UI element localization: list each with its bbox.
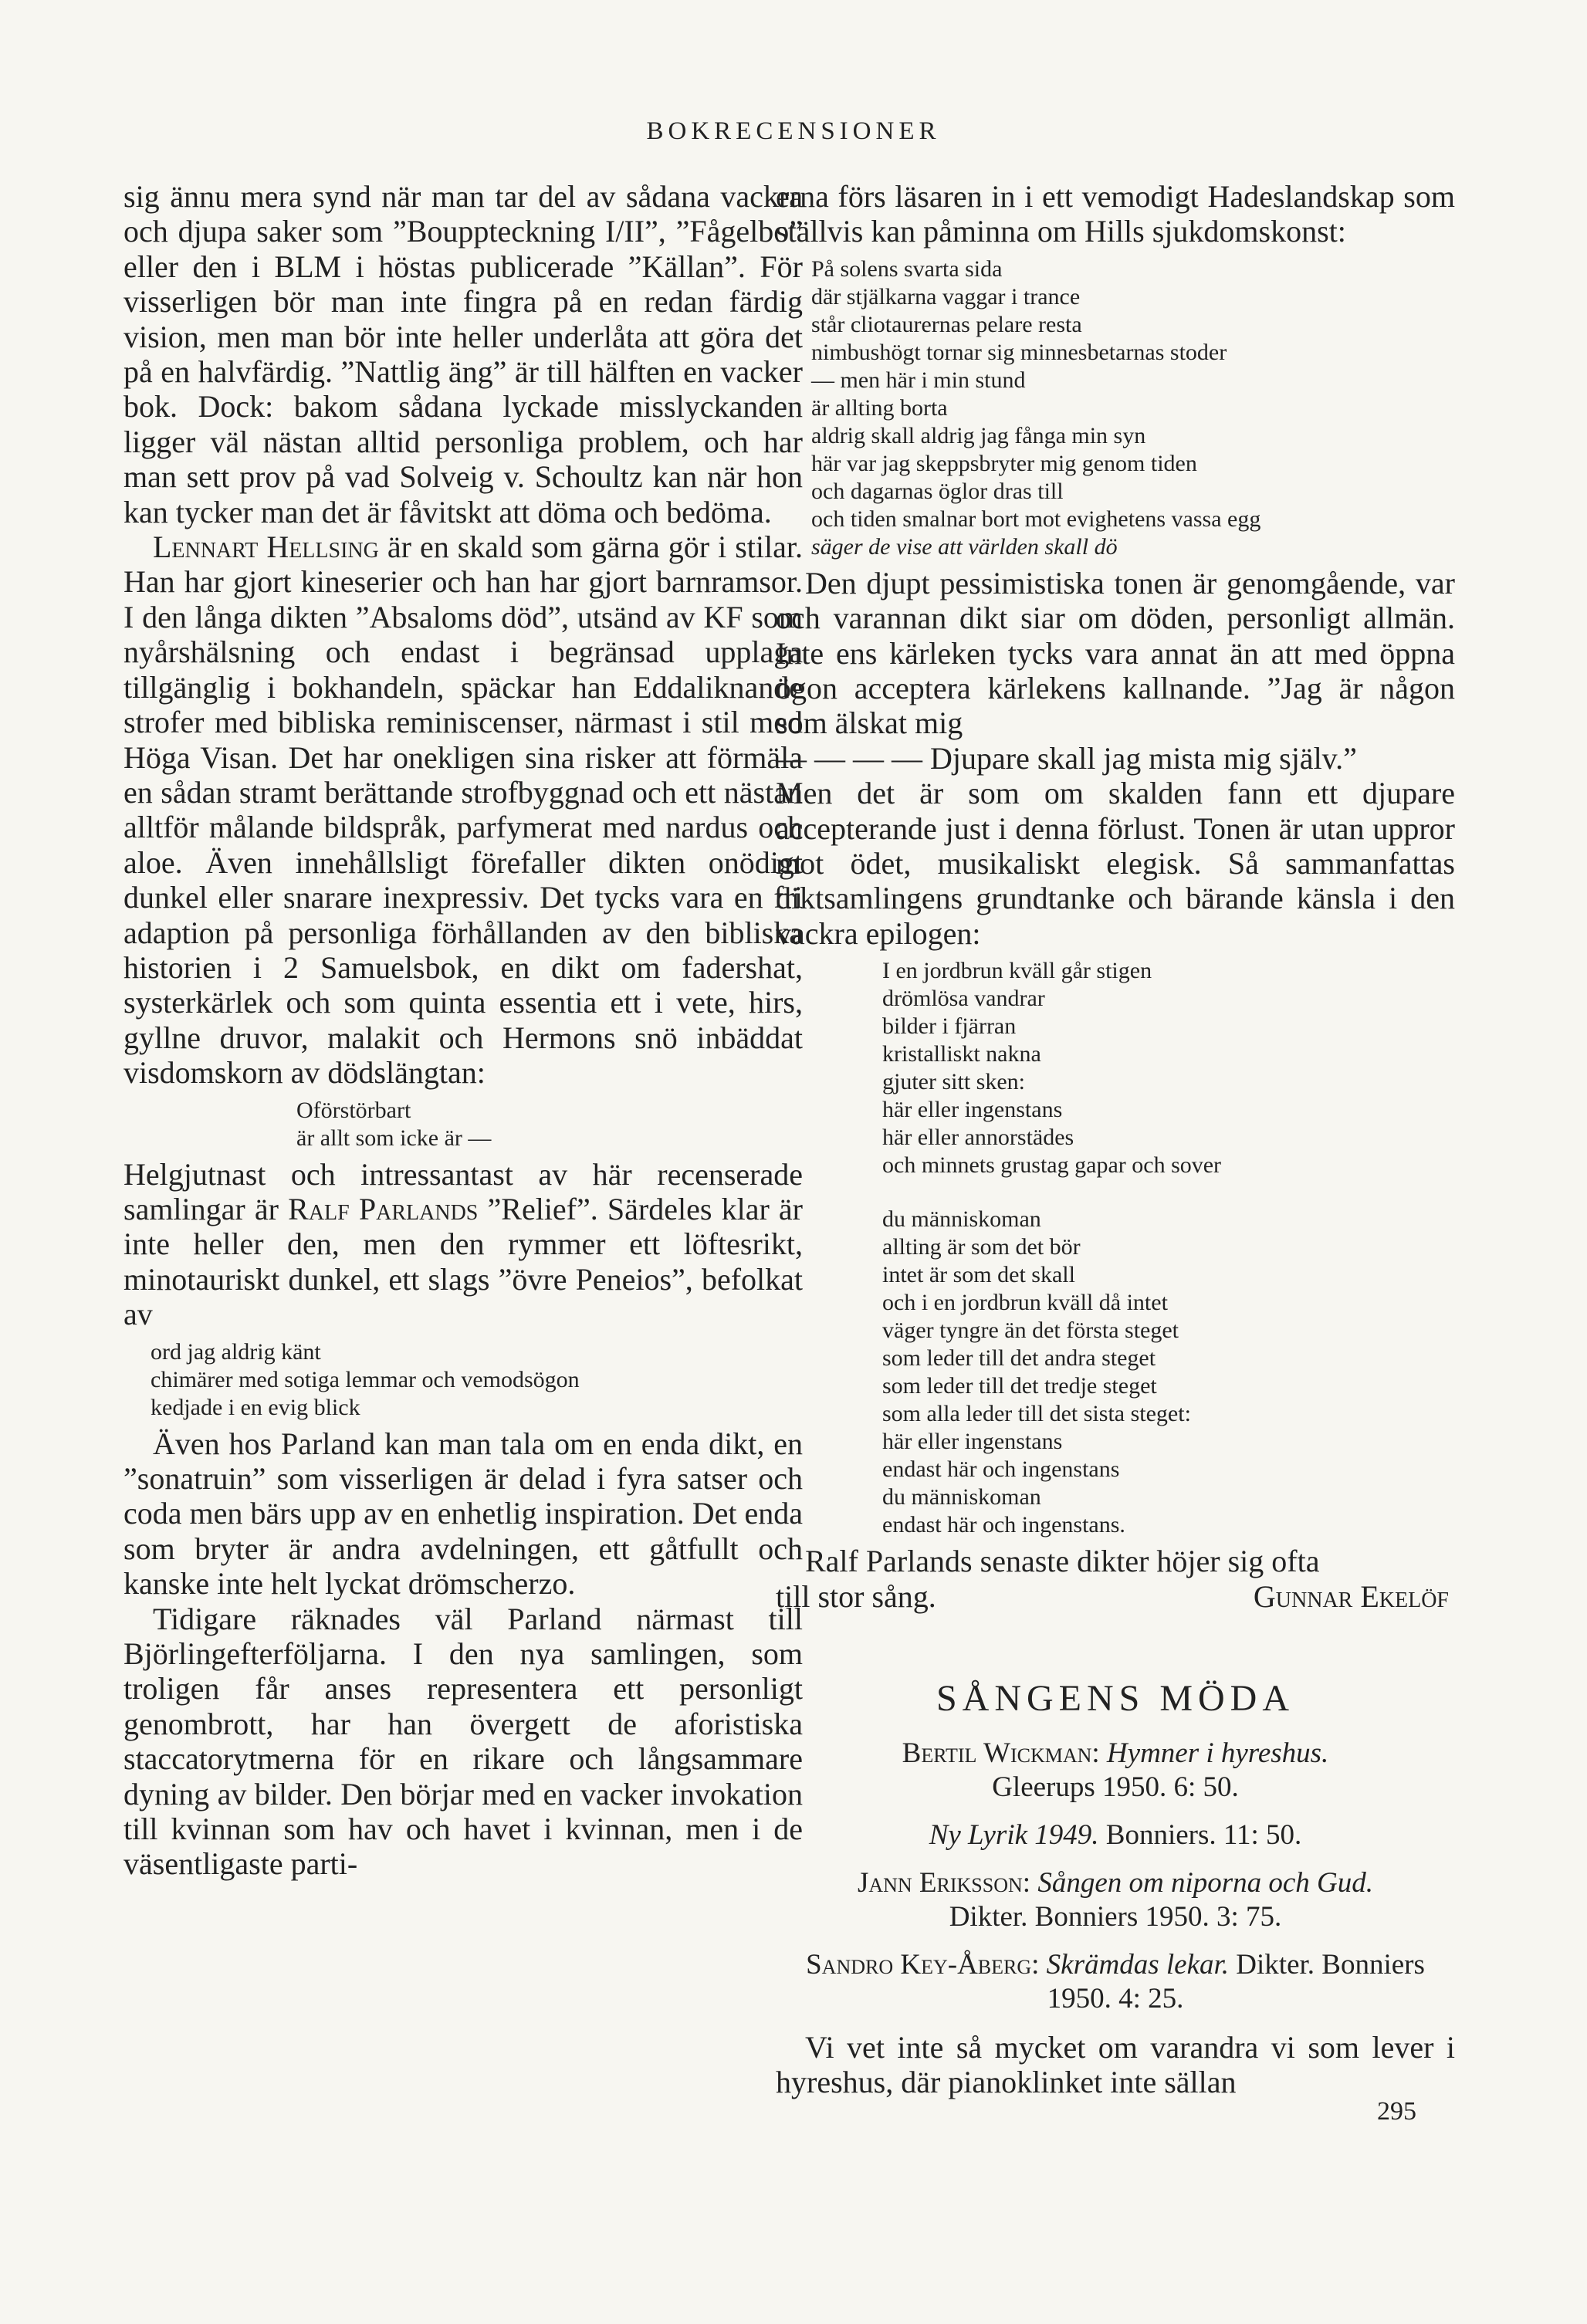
running-header: BOKRECENSIONER (646, 117, 941, 145)
poem-line: och minnets grustag gapar och sover (882, 1152, 1222, 1179)
entry-sep: : (1091, 1737, 1107, 1769)
book-entry (776, 1948, 1455, 2016)
entry-publisher: Dikter. Bonniers 1950. 4: 25. (1047, 1948, 1425, 2014)
entry-publisher: Gleerups 1950. 6: 50. (992, 1771, 1239, 1803)
poem-line: som leder till det andra steget (882, 1345, 1156, 1372)
reviewer-signature: Gunnar Ekelöf (1253, 1578, 1449, 1614)
poem-line: gjuter sitt sken: (882, 1069, 1025, 1095)
poem-line: aldrig skall aldrig jag fånga min syn (811, 422, 1146, 448)
poem-line: och i en jordbrun kväll då intet (882, 1290, 1168, 1316)
right-column (776, 179, 1455, 2100)
poem-line: står cliotaurernas pelare resta (811, 311, 1082, 337)
poem-line: kristalliskt nakna (882, 1041, 1041, 1067)
poem-line: I en jordbrun kväll går stigen (882, 958, 1152, 984)
poem-line: du människoman (882, 1206, 1041, 1233)
poem-line: drömlösa vandrar (882, 986, 1045, 1012)
entry-title: Skrämdas lekar. (1046, 1948, 1230, 1981)
right-paragraph-2-text-c: Men det är som om skalden fann ett djupare accepterande just i denna förlust. Tonen är utan uppror mot ödet, musikaliskt elegisk. Så sammanfattas diktsamlingens grundtanke och bärande känsla i den vackra epilogen: (776, 776, 1455, 951)
left-paragraph-4: Även hos Parland kan man tala om en enda dikt, en ”sonatruin” som visserligen är delad i fyra satser och coda men bärs upp av en enhetlig inspiration. Det enda som bryter är andra avdelningen, ett gåtfullt och kanske inte helt lyckat drömscherzo. (124, 1426, 803, 1602)
left-paragraph-1: sig ännu mera synd när man tar del av sådana vackra och djupa saker som ”Bouppteckning I/II”, ”Fågelbo” eller den i BLM i höstas publicerade ”Källan”. För visserligen bör man inte fingra på en redan färdig vision, men man bör inte heller underlåta att göra det på en halvfärdig. ”Nattlig äng” är till hälften en vacker bok. Dock: bakom sådana lyckade misslyckanden ligger väl nästan alltid personliga problem, och har man sett prov på vad Solveig v. Schoultz kan när hon kan tycker man det är fåvitskt att döma och bedöma. (124, 179, 803, 529)
poem-line-italic: säger de vise att världen skall dö (811, 533, 1118, 560)
poem-line: — men här i min stund (811, 367, 1026, 393)
entry-author: Jann Eriksson (857, 1866, 1023, 1899)
left-paragraph-3-text: Helgjutnast och intressantast av här recenserade samlingar är (124, 1156, 803, 1226)
right-paragraph-1: erna förs läsaren in i ett vemodigt Hadeslandskap som ställvis kan påminna om Hills sjukdomskonst: (776, 179, 1455, 249)
poem-line: nimbushögt tornar sig minnesbetarnas stoder (811, 339, 1227, 365)
left-paragraph-3-text-b: ”Relief”. Särdeles klar är inte heller den, men den rymmer ett löftesrikt, minotauriskt dunkel, ett slags ”övre Peneios”, befolkat av (124, 1191, 804, 1332)
poem-line: är allting borta (811, 394, 948, 421)
book-entry (776, 1866, 1455, 1934)
poem-line: och tiden smalnar bort mot evighetens vassa egg (811, 506, 1261, 532)
quote-line: ord jag aldrig känt (151, 1338, 321, 1365)
book-entry (776, 1737, 1455, 1805)
poem-line: som leder till det tredje steget (882, 1373, 1157, 1399)
poem-line: här eller annorstädes (882, 1125, 1074, 1151)
right-paragraph-2-quote-end: — — — — Djupare skall jag mista mig själv.” (776, 740, 1357, 776)
author-name-hellsing: Lennart Hellsing (153, 529, 379, 565)
poem-line: du människoman (882, 1484, 1041, 1510)
entry-publisher: Dikter. Bonniers 1950. 3: 75. (949, 1900, 1282, 1933)
quote-parland (124, 1338, 803, 1422)
quote-hellsing (124, 1097, 803, 1152)
poem-line: På solens svarta sida (811, 255, 1003, 282)
author-name-parland: Ralf Parlands (288, 1191, 479, 1226)
poem-line: som alla leder till det sista steget: (882, 1401, 1191, 1427)
entry-title: Ny Lyrik 1949. (929, 1818, 1099, 1851)
poem-epilog (776, 957, 1455, 1539)
poem-line: allting är som det bör (882, 1234, 1081, 1260)
quote-line: kedjade i en evig blick (151, 1394, 360, 1420)
entry-sep: : (1022, 1866, 1038, 1899)
right-paragraph-4: Vi vet inte så mycket om varandra vi som lever i hyreshus, där pianoklinket inte sällan (776, 2029, 1455, 2100)
poem-line: här eller ingenstans (882, 1429, 1063, 1455)
poem-line: endast här och ingenstans (882, 1456, 1120, 1483)
right-paragraph-2-text: Den djupt pessimistiska tonen är genomgående, var och varannan dikt siar om döden, personligt allmän. Inte ens kärleken tycks vara annat än att med öppna ögon acceptera kärlekens kallnande. ”Jag är någon som älskat mig (776, 565, 1455, 741)
entry-publisher: Bonniers. 11: 50. (1098, 1818, 1302, 1851)
poem-line: här var jag skeppsbryter mig genom tiden (811, 450, 1197, 476)
poem-hadesland (776, 255, 1455, 561)
left-column (124, 179, 803, 1882)
entry-sep: : (1031, 1948, 1047, 1981)
left-paragraph-2-text: är en skald som gärna gör i stilar. Han har gjort kineserier och han har gjort barnramsor. I den långa dikten ”Absaloms död”, utsänd av KF som nyårshälsning och endast i begränsad upplaga tillgänglig i bokhandeln, späckar han Eddaliknande strofer med bibliska reminiscenser, närmast i stil med Höga Visan. Det har onekligen sina risker att förmäla en sådan stramt berättande strofbyggnad och ett nästan alltför målande bildspråk, parfymerat med nardus och aloe. Även innehållsligt förefaller dikten onödigt dunkel eller snarare inexpressiv. Det tycks vara en fri adaption på personliga förhållanden av den bibliska historien i 2 Samuelsbok, en dikt om fadershat, systerkärlek och som quinta essentia ett i vete, hirs, gyllne druvor, malakit och Hermons snö inbäddat visdomskorn av dödslängtan: (124, 529, 803, 1091)
poem-line: väger tyngre än det första steget (882, 1318, 1179, 1344)
right-paragraph-2 (776, 566, 1455, 951)
poem-line: endast här och ingenstans. (882, 1512, 1125, 1538)
left-paragraph-5: Tidigare räknades väl Parland närmast till Björlingefterföljarna. I den nya samlingen, som troligen får anses representera ett personligt genombrott, har han övergett de aforistiska staccatorytmerna för en rikare och långsammare dyning av bilder. Den börjar med en vacker invokation till kvinnan som hav och havet i kvinnan, men i de väsentligaste parti- (124, 1601, 803, 1882)
left-paragraph-3 (124, 1157, 803, 1332)
quote-line: Oförstörbart (296, 1097, 411, 1123)
poem-line: intet är som det skall (882, 1262, 1075, 1288)
poem-line: bilder i fjärran (882, 1013, 1017, 1040)
right-paragraph-3: Ralf Parlands senaste dikter höjer sig ofta (805, 1544, 1320, 1579)
left-paragraph-2 (124, 529, 803, 1091)
entry-author: Bertil Wickman (902, 1737, 1092, 1769)
quote-line: är allt som icke är — (296, 1125, 492, 1151)
signature-line (776, 1579, 1455, 1614)
poem-line: där stjälkarna vaggar i trance (811, 283, 1081, 310)
entry-title: Sången om niporna och Gud. (1037, 1866, 1374, 1899)
entry-author: Sandro Key-Åberg (806, 1948, 1032, 1981)
book-entry (776, 1818, 1455, 1852)
quote-line: chimärer med sotiga lemmar och vemodsögon (151, 1366, 580, 1392)
closing-text: till stor sång. (776, 1578, 936, 1614)
entry-title: Hymner i hyreshus. (1106, 1737, 1329, 1769)
section-title: SÅNGENS MÖDA (936, 1677, 1295, 1719)
poem-line: här eller ingenstans (882, 1097, 1063, 1123)
poem-line: och dagarnas öglor dras till (811, 478, 1064, 504)
page-number: 295 (1377, 2097, 1416, 2126)
